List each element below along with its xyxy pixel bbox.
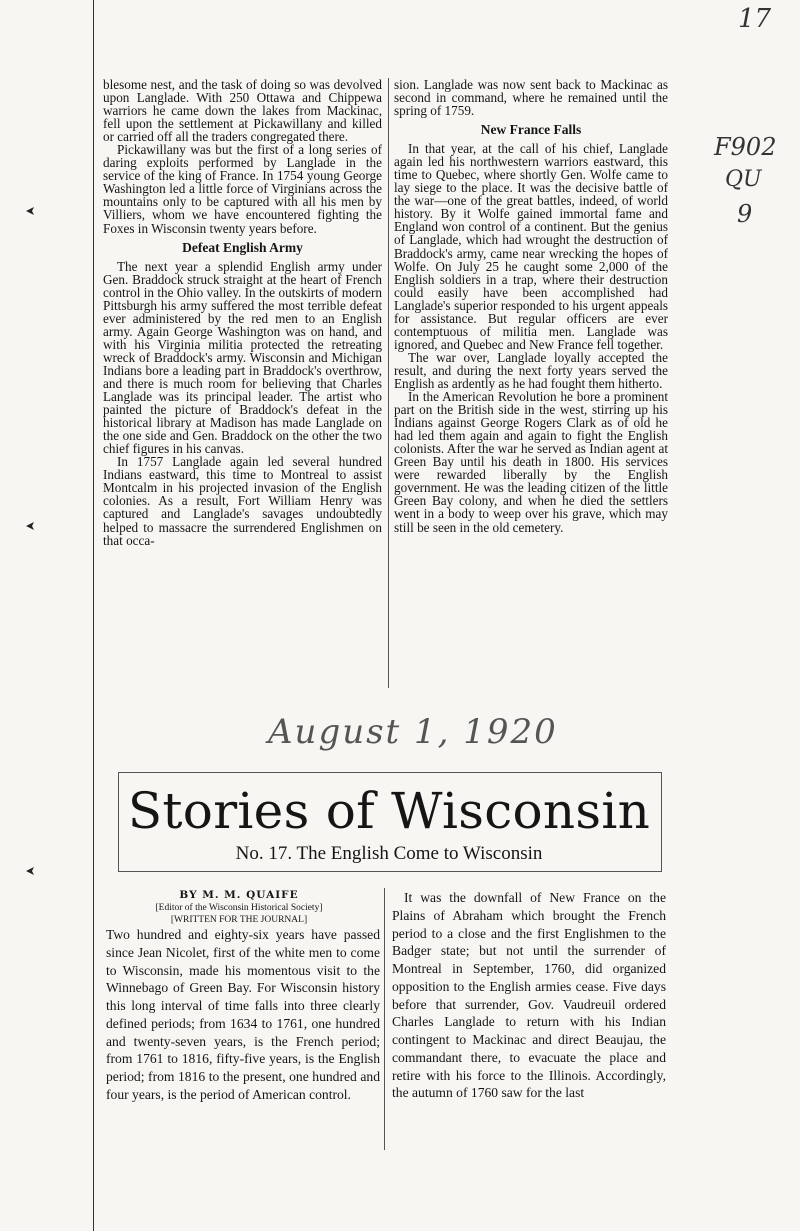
subheading: Defeat English Army: [182, 239, 303, 255]
byline-block: [103, 888, 375, 926]
page-number-annotation: 17: [738, 4, 772, 34]
byline: BY M. M. QUAIFE: [179, 889, 299, 901]
bottom-left-column: [106, 926, 380, 1104]
catalog-number: 9: [737, 200, 753, 228]
paragraph: It was the downfall of New France on the Plains of Abraham which brought the French period to a close and the first Englishmen to the Badger state; but not until the surrender of Montreal in September, 1760, did organized opposition to the English armies cease. Five days before that surrender, Gov. Vaudreuil ordered Charles Langlade to return with his Indian contingent to Mackinac and direct Beaujau, the commandant there, to evacuate the place and retire with his force to the Illinois. Accordingly, the autumn of 1760 saw for the last: [392, 890, 666, 1101]
paragraph: Two hundred and eighty-six years have passed since Jean Nicolet, first of the white men to come to Wisconsin, made his momentous visit to the Winnebago of Green Bay. For Wisconsin history this long interval of time falls into three clearly defined periods; from 1634 to 1761, one hundred and twenty-seven years, is the French period; from 1761 to 1816, fifty-five years, is the English period; from 1816 to the present, one hundred and four years, is the period of American control.: [106, 927, 380, 1102]
paragraph: In that year, at the call of his chief, Langlade again led his northwestern warriors eastward, this time to Quebec, where shortly Gen. Wolfe came to lay siege to the place. It was the decisive battle of the war—one of the great battles, indeed, of world history. By it Wolfe gained immortal fame and England won control of a continent. But the genius of Langlade, which had wrought the destruction of Braddock's army, came near wrecking the hopes of Wolfe. On July 25 he caught some 2,000 of the English soldiers in a trap, where their destruction could easily have been accomplished had Langlade's superior responded to his urgent appeals for assistance. But regular officers are ever contemptuous of militia men. Langlade was ignored, and Quebec and New France fell together.: [394, 141, 668, 352]
binding-hole-mark: [26, 515, 34, 523]
date-annotation: August 1, 1920: [268, 712, 558, 752]
paragraph: In the American Revolution he bore a prominent part on the British side in the west, stirring up his Indians against George Rogers Clark as of old he had led them again and again to fight the English colonists. After the war he served as Indian agent at Green Bay until his death in 1800. His services were rewarded liberally by the English government. He was the leading citizen of the little Green Bay colony, and when he died the settlers went in a body to weep over his grave, which may still be seen in the old cemetery.: [394, 389, 668, 535]
margin-line: [93, 0, 94, 1231]
paragraph: The next year a splendid English army under Gen. Braddock struck straight at the heart of French control in the Ohio valley. In the outskirts of modern Pittsburgh his army suffered the most terrible defeat ever administered by the red men to an English army. Again George Washington was on hand, and with his Virginia militia protected the retreating wreck of Braddock's army. Wisconsin and Michigan Indians bore a leading part in Braddock's overthrow, and there is much room for believing that Charles Langlade was its principal leader. The artist who painted the picture of Braddock's defeat in the historical library at Madison has made Langlade on the one side and Gen. Braddock on the other the two chief figures in his canvas.: [103, 258, 382, 457]
binding-hole-mark: [26, 200, 34, 208]
column-rule: [388, 78, 389, 688]
paragraph: Pickawillany was but the first of a long series of daring exploits performed by Langlade in the service of the king of France. In 1754 young George Washington led a little force of Virginians across the mountains only to be captured with all his men by Villiers, whom we have encountered fighting the Foxes in Wisconsin twenty years before.: [103, 142, 382, 236]
headline-subtitle: No. 17. The English Come to Wisconsin: [235, 843, 543, 864]
top-left-column: [103, 78, 382, 547]
credit-line: [WRITTEN FOR THE JOURNAL]: [170, 915, 308, 925]
subheading: New France Falls: [480, 122, 582, 138]
credit-line: [Editor of the Wisconsin Historical Society]: [155, 903, 323, 913]
column-rule: [384, 888, 385, 1150]
catalog-code: QU: [725, 167, 762, 192]
paragraph: sion. Langlade was now sent back to Mackinac as second in command, where he remained until the spring of 1759.: [394, 77, 668, 119]
headline-title: Stories of Wisconsin: [127, 782, 651, 840]
binding-hole-mark: [26, 860, 34, 868]
paragraph: In 1757 Langlade again led several hundred Indians eastward, this time to Montreal to assist Montcalm in his projected invasion of the English colonies. As a result, Fort William Henry was captured and Langlade's savages undoubtedly helped to massacre the surrendered Englishmen on that occa-: [103, 454, 382, 548]
paragraph: The war over, Langlade loyally accepted the result, and during the next forty years served the English as ardently as he had fought them hitherto.: [394, 349, 668, 391]
paragraph: blesome nest, and the task of doing so was devolved upon Langlade. With 250 Ottawa and Chippewa warriors he came down the lakes from Mackinac, fell upon the settlement at Pickawillany and killed or carried off all the traders congregated there.: [103, 77, 382, 145]
top-right-column: [394, 78, 668, 534]
bottom-right-column: [392, 889, 666, 1102]
catalog-mark: F902: [714, 133, 777, 161]
